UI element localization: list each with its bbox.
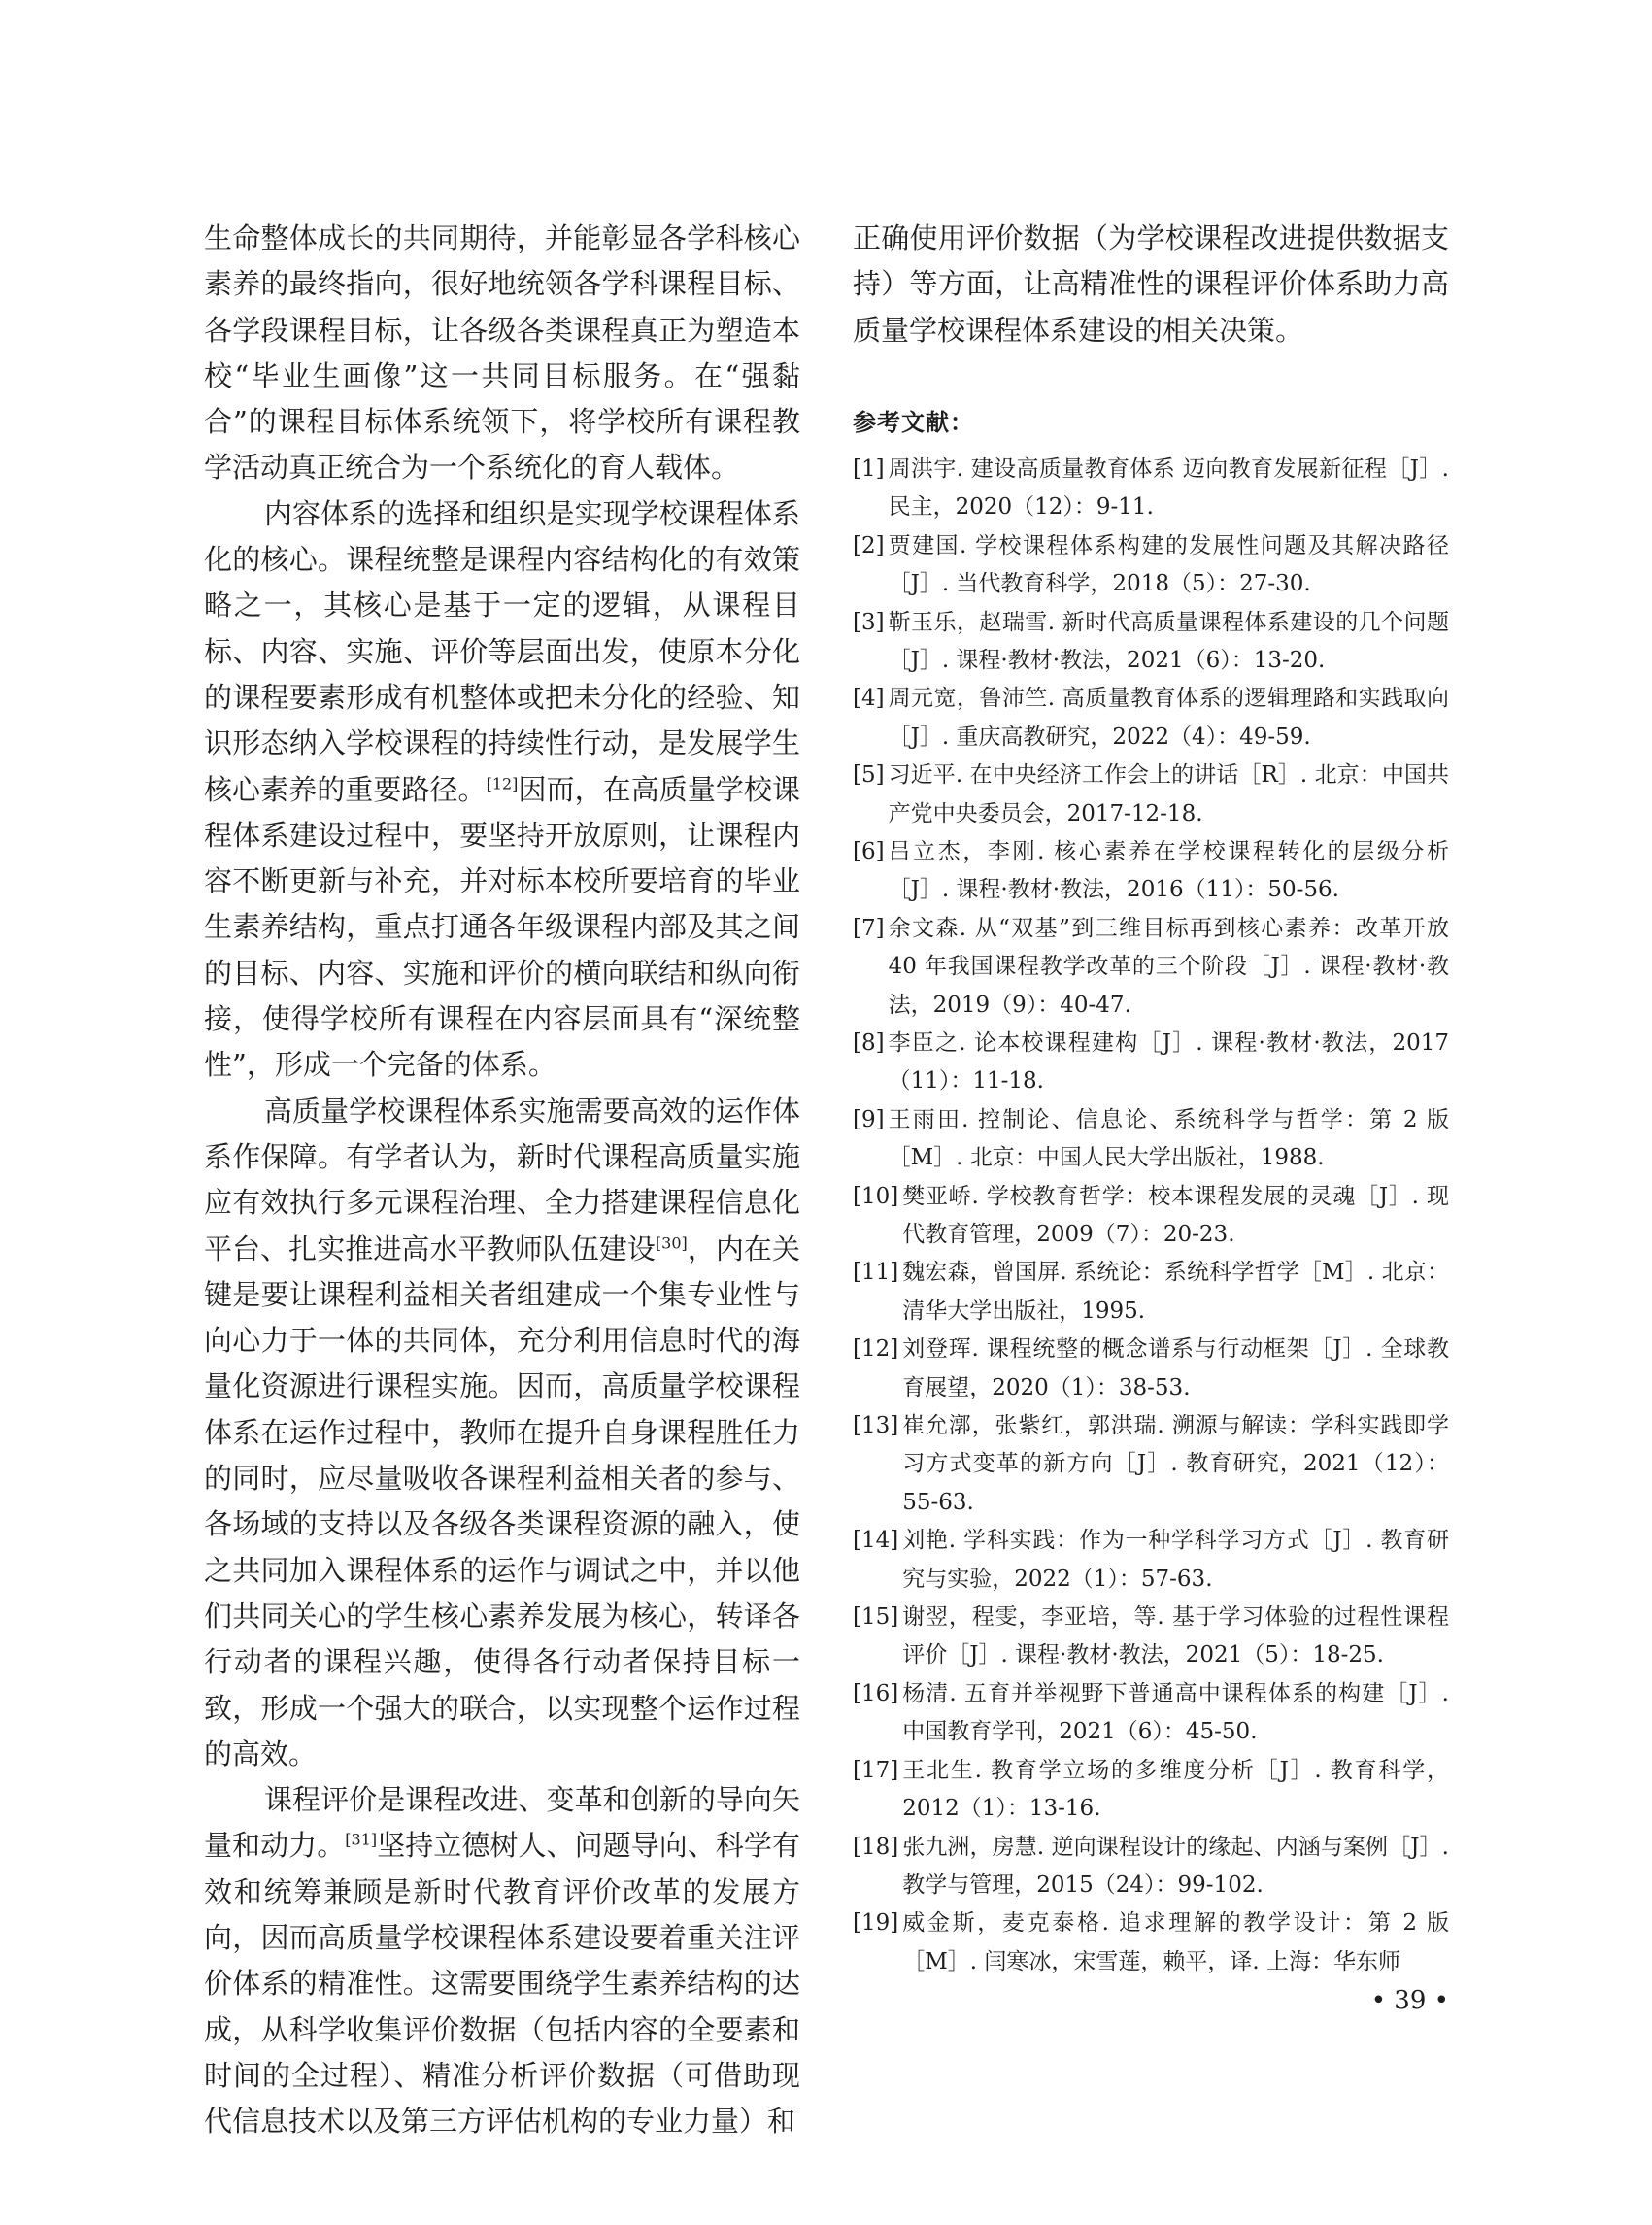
reference-item — [853, 527, 1449, 604]
left-column — [204, 216, 800, 2144]
citation-marker: [31] — [345, 1830, 378, 1849]
reference-item — [853, 1101, 1449, 1178]
reference-text: 李臣之. 论本校课程建构［J］. 课程·教材·教法，2017（11）：11-18. — [888, 1029, 1449, 1095]
paragraph-text: 因而，在高质量学校课程体系建设过程中，要坚持开放原则，让课程内容不断更新与补充，并对标本校所要培育的毕业生素养结构，重点打通各年级课程内部及其之间的目标、内容、实施和评价的横向联结和纵向衔接，使得学校所有课程在内容层面具有“深统整性”，形成一个完备的体系。 — [204, 772, 800, 1082]
paragraph-text: ，内在关键是要让课程利益相关者组建成一个集专业性与向心力于一体的共同体，充分利用信息时代的海量化资源进行课程实施。因而，高质量学校课程体系在运作过程中，教师在提升自身课程胜任力的同时，应尽量吸收各课程利益相关者的参与、各场域的支持以及各级各类课程资源的融入，使之共同加入课程体系的运作与调试之中，并以他们共同关心的学生核心素养发展为核心，转译各行动者的课程兴趣，使得各行动者保持目标一致，形成一个强大的联合，以实现整个运作过程的高效。 — [204, 1231, 800, 1770]
reference-number: [13] — [853, 1413, 899, 1439]
reference-text: 威金斯，麦克泰格. 追求理解的教学设计：第 2 版［M］. 闫寒冰，宋雪莲，赖平，译. 上海：华东师 — [902, 1910, 1449, 1974]
reference-item — [853, 680, 1449, 757]
reference-item — [853, 1025, 1449, 1101]
body-paragraph — [204, 1089, 800, 1777]
citation-marker: [12] — [486, 773, 519, 792]
reference-number: [17] — [853, 1757, 899, 1783]
reference-item — [853, 1599, 1449, 1675]
right-column — [853, 216, 1449, 1981]
reference-number: [16] — [853, 1680, 899, 1706]
reference-text: 靳玉乐，赵瑞雪. 新时代高质量课程体系建设的几个问题［J］. 课程·教材·教法，2021（6）：13-20. — [888, 609, 1449, 673]
references-heading: 参考文献： — [853, 408, 974, 436]
reference-text: 崔允漷，张紫红，郭洪瑞. 溯源与解读：学科实践即学习方式变革的新方向［J］. 教育研究，2021（12）：55-63. — [902, 1413, 1449, 1515]
reference-item — [853, 451, 1449, 527]
reference-number: [2] — [853, 532, 885, 558]
reference-list — [853, 451, 1449, 1981]
reference-item — [853, 1905, 1449, 1981]
reference-number: [5] — [853, 762, 885, 789]
reference-item — [853, 1331, 1449, 1407]
reference-text: 杨清. 五育并举视野下普通高中课程体系的构建［J］. 中国教育学刊，2021（6）：45-50. — [902, 1680, 1449, 1745]
reference-item — [853, 1522, 1449, 1599]
reference-number: [11] — [853, 1260, 899, 1286]
reference-item — [853, 833, 1449, 910]
paragraph-text: 课程评价是课程改进、变革和创新的导向矢量和动力。 — [204, 1783, 800, 1863]
reference-item — [853, 1675, 1449, 1752]
reference-text: 刘艳. 学科实践：作为一种学科学习方式［J］. 教育研究与实验，2022（1）：57-63. — [902, 1528, 1449, 1592]
reference-item — [853, 604, 1449, 681]
body-paragraph: 生命整体成长的共同期待，并能彰显各学科核心素养的最终指向，很好地统领各学科课程目标、各学段课程目标，让各级各类课程真正为塑造本校“毕业生画像”这一共同目标服务。在“强黏合”的课程目标体系统领下，将学校所有课程教学活动真正统合为一个系统化的育人载体。 — [204, 221, 800, 485]
reference-text: 樊亚峤. 学校教育哲学：校本课程发展的灵魂［J］. 现代教育管理，2009（7）：20-23. — [902, 1183, 1449, 1248]
body-paragraph — [204, 491, 800, 1089]
body-paragraph-continuation: 正确使用评价数据（为学校课程改进提供数据支持）等方面，让高精准性的课程评价体系助力高质量学校课程体系建设的相关决策。 — [853, 221, 1449, 347]
reference-text: 余文森. 从“双基”到三维目标再到核心素养：改革开放 40 年我国课程教学改革的三个阶段［J］. 课程·教材·教法，2019（9）：40-47. — [888, 915, 1449, 1018]
reference-text: 谢翌，程雯，李亚培，等. 基于学习体验的过程性课程评价［J］. 课程·教材·教法，2021（5）：18-25. — [902, 1604, 1449, 1669]
reference-item — [853, 1254, 1449, 1331]
page-number: • 39 • — [1370, 1986, 1449, 2015]
reference-text: 习近平. 在中央经济工作会上的讲话［R］. 北京：中国共产党中央委员会，2017-12-18. — [888, 762, 1449, 826]
reference-number: [8] — [853, 1029, 885, 1056]
reference-item — [853, 1178, 1449, 1255]
reference-text: 王雨田. 控制论、信息论、系统科学与哲学：第 2 版［M］. 北京：中国人民大学出版社，1988. — [888, 1106, 1449, 1171]
reference-text: 魏宏森，曾国屏. 系统论：系统科学哲学［M］. 北京：清华大学出版社，1995. — [902, 1260, 1449, 1324]
reference-text: 张九洲，房慧. 逆向课程设计的缘起、内涵与案例［J］. 教学与管理，2015（24）：99-102. — [902, 1834, 1449, 1898]
reference-text: 刘登珲. 课程统整的概念谱系与行动框架［J］. 全球教育展望，2020（1）：38-53. — [902, 1336, 1449, 1400]
reference-number: [1] — [853, 455, 885, 482]
body-paragraph — [204, 1777, 800, 2144]
reference-item — [853, 1752, 1449, 1829]
reference-number: [14] — [853, 1528, 899, 1554]
reference-number: [6] — [853, 838, 885, 864]
paragraph-text: 高质量学校课程体系实施需要高效的运作体系作保障。有学者认为，新时代课程高质量实施应有效执行多元课程治理、全力搭建课程信息化平台、扎实推进高水平教师队伍建设 — [204, 1094, 800, 1265]
reference-number: [10] — [853, 1183, 899, 1209]
reference-number: [4] — [853, 686, 885, 712]
reference-text: 王北生. 教育学立场的多维度分析［J］. 教育科学，2012（1）：13-16. — [902, 1757, 1449, 1822]
reference-number: [15] — [853, 1604, 899, 1631]
citation-marker: [30] — [655, 1232, 688, 1252]
reference-item — [853, 757, 1449, 833]
paragraph-text: 坚持立德树人、问题导向、科学有效和统筹兼顾是新时代教育评价改革的发展方向，因而高质量学校课程体系建设要着重关注评价体系的精准性。这需要围绕学生素养结构的达成，从科学收集评价数据（包括内容的全要素和时间的全过程）、精准分析评价数据（可借助现代信息技术以及第三方评估机构的专业力量）和 — [204, 1829, 800, 2139]
reference-text: 周元宽，鲁沛竺. 高质量教育体系的逻辑理路和实践取向［J］. 重庆高教研究，2022（4）：49-59. — [888, 686, 1449, 750]
reference-text: 贾建国. 学校课程体系构建的发展性问题及其解决路径［J］. 当代教育科学，2018（5）：27-30. — [888, 532, 1449, 597]
reference-number: [3] — [853, 609, 885, 635]
reference-number: [9] — [853, 1106, 885, 1132]
reference-number: [12] — [853, 1336, 899, 1363]
reference-number: [7] — [853, 915, 885, 941]
reference-item — [853, 910, 1449, 1025]
reference-number: [18] — [853, 1834, 899, 1860]
reference-item — [853, 1829, 1449, 1905]
reference-item — [853, 1407, 1449, 1522]
reference-text: 周洪宇. 建设高质量教育体系 迈向教育发展新征程［J］. 民主，2020（12）：9-11. — [888, 455, 1449, 521]
reference-number: [19] — [853, 1910, 899, 1937]
reference-text: 吕立杰，李刚. 核心素养在学校课程转化的层级分析［J］. 课程·教材·教法，2016（11）：50-56. — [888, 838, 1449, 903]
paragraph-text: 内容体系的选择和组织是实现学校课程体系化的核心。课程统整是课程内容结构化的有效策略之一，其核心是基于一定的逻辑，从课程目标、内容、实施、评价等层面出发，使原本分化的课程要素形成有机整体或把未分化的经验、知识形态纳入学校课程的持续性行动，是发展学生核心素养的重要路径。 — [204, 496, 800, 806]
